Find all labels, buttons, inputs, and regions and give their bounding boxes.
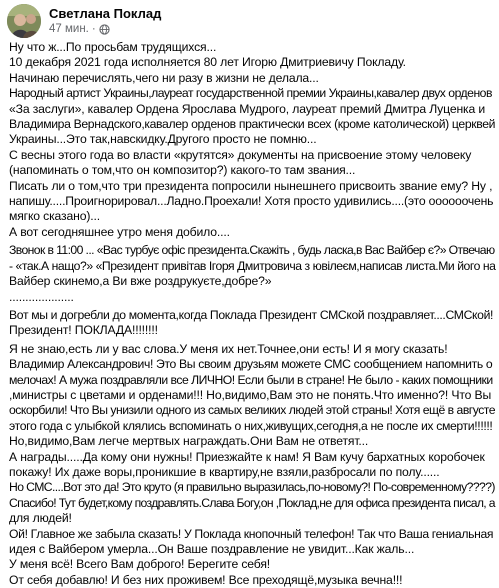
text-line: мягко сказано)... [9,209,100,224]
text-line: Президент! ПОКЛАДА!!!!!!!! [9,323,158,338]
text-line: Звонок в 11:00 ... «Вас турбує офіс президента.Скажіть , будь ласка,в Вас Вайбер є?» Отвечаю [9,243,495,258]
globe-icon[interactable] [99,24,110,35]
text-line: .................... [9,289,74,304]
text-line: Владимир Александрович! Это Вы своим друзьям можете СМС сообщением напомнить о [9,357,493,372]
text-line: От себя добавлю! И без них проживем! Все преходящё,музыка вечна!!! [9,572,403,587]
text-line: У меня всё! Всего Вам доброго! Берегите себя! [9,557,271,572]
text-line: Спасибо! Тут будет,кому поздравлять.Слава Богу,он ,Поклад,не для офиса президента писал, а [9,495,495,510]
text-line: Писать ли о том,что три президента попросили нынешнего присвоить звание ему? Ну , [9,178,493,193]
text-line: для людей! [9,511,72,526]
text-line: Ну что ж...По просьбам трудящихся... [9,40,217,54]
text-line: Народный артист Украины,лауреат государственной премии Украины,кавалер двух орденов [9,86,492,101]
text-line: А награды.....Да кому они нужны! Приезжайте к нам! Я Вам кучу бархатных коробочек [9,449,485,464]
text-line: Вайбер скинемо,а Ви вже роздрукуєте,добре?» [9,274,272,289]
text-line: мелочах! А мужа поздравляли все ЛИЧНО! Если были в стране! Не было - каких помощники [9,372,493,387]
text-line: Начинаю перечислять,чего ни разу в жизни не делала... [9,70,319,85]
text-line: Украины...Это так,навскидку.Другого просто не помню... [9,132,317,147]
post-header [7,4,161,38]
post-time-row [49,22,161,36]
author-name[interactable]: Светлана Поклад [49,6,162,21]
text-line: Я не знаю,есть ли у вас слова.У меня их нет.Точнее,они есть! И я могу сказать! [9,341,448,356]
text-line: (напоминать о том,что он композитор?) какого-то там звания... [9,163,356,178]
paragraph-call [9,243,497,305]
paragraph-address [9,342,497,588]
text-line: 10 декабря 2021 года исполняется 80 лет Игорю Дмитриевичу Покладу. [9,55,406,70]
paragraph-sms [9,308,497,339]
text-line: напишу.....Проигнорировал...Ладно.Проехали! Хотя просто удивились....(это оооооочень [9,194,494,209]
text-line: покажу! Их даже воры,проникшие в квартиру,не взяли,разбросали по полу...... [9,464,440,479]
post-text [9,40,497,588]
text-line: оскорбили! Что Вы унизили одного из самых великих людей этой страны! Хотя ещё в августе [9,403,496,418]
text-line: Но СМС....Вот это да! Это круто (я правильно выразилась,по-новому?! По-современному????) [9,480,495,495]
post-timestamp[interactable]: 47 мин. [49,23,89,35]
avatar-photo [7,4,41,38]
text-line: Ой! Главное же забыла сказать! У Поклада кнопочный телефон! Так что Ваша гениальная [9,526,494,541]
avatar[interactable] [7,4,41,38]
text-line: - «так.А нащо?» «Президент привітав Ігоря Дмитровича з ювілеєм,написав листа.Ми його на [9,258,496,273]
text-line: Владимира Вернадского,кавалер орденов практически всех (кроме католической) церквей [9,117,496,132]
text-line: С весны этого года во власти «крутятся» документы на присвоение этому человеку [9,147,472,162]
text-line: идея с Вайбером умерла...Он Ваше поздравление не увидит...Как жаль... [9,542,415,556]
text-line: А вот сегодняшнее утро меня добило.... [9,224,230,239]
text-line: «За заслуги», кавалер Ордена Ярослава Мудрого, лауреат премий Дмитра Луценка и [9,101,485,116]
paragraph-intro [9,40,497,240]
text-line: Вот мы и догребли до момента,когда Поклада Президент СМСкой поздравляет....СМСкой! [9,307,494,322]
post-meta [49,6,161,36]
separator-dot: · [91,23,96,35]
text-line: Но,видимо,Вам легче мертвых награждать.Они Вам не ответят... [9,434,369,449]
text-line: ,министры с цветами и орденами!!! Но,видимо,Вам это не понять.Что именно?! Что Вы [9,387,492,402]
text-line: этого года с улыбкой клялись вспоминать о них,живущих,сегодня,а не после их смерти!!!!!! [9,418,493,433]
